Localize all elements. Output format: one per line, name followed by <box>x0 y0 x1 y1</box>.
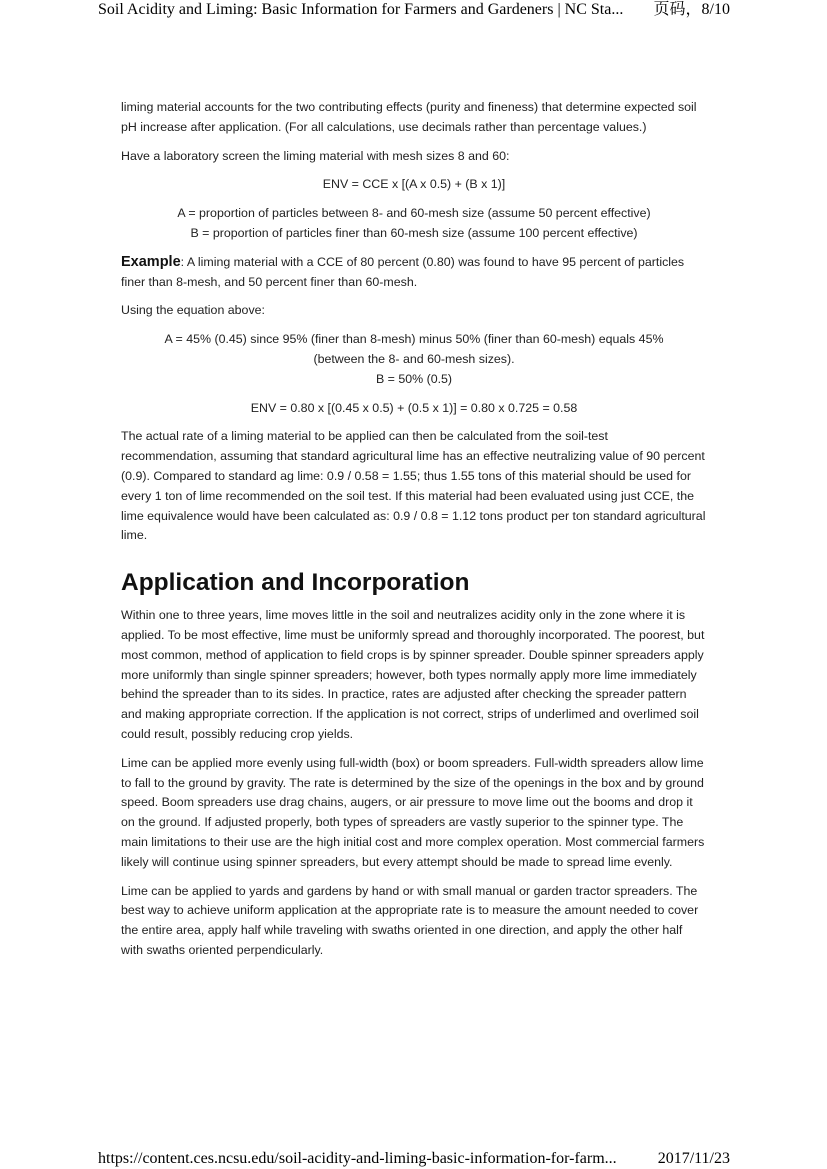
section-heading: Application and Incorporation <box>121 569 470 597</box>
calculation-b: B = 50% (0.5) <box>375 371 453 386</box>
equation-env-result: ENV = 0.80 x [(0.45 x 0.5) + (0.5 x 1)] = 0.80 x 0.725 = 0.58 <box>250 400 578 415</box>
definition-a: A = proportion of particles between 8- and 60-mesh size (assume 50 percent effective) <box>177 206 651 221</box>
paragraph-application-2: Lime can be applied more evenly using full-width (box) or boom spreaders. Full-width spreaders allow lime to fall to the ground by gravity. The rate is determined by the size of the openings in the box and by ground speed. Boom spreaders use drag chains, augers, or air pressure to move lime out the booms and drop it on the ground. If adjusted properly, both types of spreaders are vastly superior to the spinner type. The main limitations to their use are the high initial cost and more complex operation. Most commercial farmers likely will continue using spinner spreaders, but every attempt should be made to spread lime evenly. <box>121 755 705 869</box>
page-url: https://content.ces.ncsu.edu/soil-acidity-and-liming-basic-information-for-farm... <box>98 1150 617 1167</box>
paragraph-actual-rate: The actual rate of a liming material to be applied can then be calculated from the soil-test recommendation, assuming that standard agricultural lime has an effective neutralizing value of 90 percent (0.9). Compared to standard ag lime: 0.9 / 0.58 = 1.55; thus 1.55 tons of this material should be used for every 1 ton of lime recommended on the soil test. If this material had been evaluated using just CCE, the lime equivalence would have been calculated as: 0.9 / 0.8 = 1.12 tons product per ton standard agricultural lime. <box>121 429 706 543</box>
print-footer <box>98 1149 730 1169</box>
paragraph-env-intro: liming material accounts for the two contributing effects (purity and fineness) that determine expected soil pH increase after application. (For all calculations, use decimals rather than percentage values.) <box>121 100 697 134</box>
definition-b: B = proportion of particles finer than 60-mesh size (assume 100 percent effective) <box>190 225 638 240</box>
print-date: 2017/11/23 <box>654 1149 730 1169</box>
equation-env: ENV = CCE x [(A x 0.5) + (B x 1)] <box>322 177 506 192</box>
paragraph-using-equation: Using the equation above: <box>121 303 265 318</box>
paragraph-application-3: Lime can be applied to yards and gardens by hand or with small manual or garden tractor spreaders. The best way to achieve uniform application at the appropriate rate is to measure the amount needed to cover the entire area, apply half while traveling with swaths oriented in one direction, and apply the other half with swaths oriented perpendicularly. <box>121 883 699 957</box>
page-title: Soil Acidity and Liming: Basic Information for Farmers and Gardeners | NC Sta... <box>98 1 624 18</box>
calculation-a-line2: (between the 8- and 60-mesh sizes). <box>313 351 515 366</box>
calculation-a-line1: A = 45% (0.45) since 95% (finer than 8-mesh) minus 50% (finer than 60-mesh) equals 45% <box>164 332 664 347</box>
example-label: Example <box>121 253 181 270</box>
print-header <box>98 0 730 20</box>
page-number: 页码，8/10 <box>650 0 730 20</box>
paragraph-mesh-screen: Have a laboratory screen the liming material with mesh sizes 8 and 60: <box>121 148 510 163</box>
article-body <box>121 98 707 970</box>
example-text: : A liming material with a CCE of 80 percent (0.80) was found to have 95 percent of particles finer than 8-mesh, and 50 percent finer than 60-mesh. <box>121 254 685 289</box>
paragraph-application-1: Within one to three years, lime moves little in the soil and neutralizes acidity only in the zone where it is applied. To be most effective, lime must be uniformly spread and thoroughly incorporated. The poorest, but most common, method of application to field crops is by spinner spreader. Double spinner spreaders apply more uniformly than single spinner spreaders; however, both types normally apply more lime immediately behind the spreader than to its sides. In practice, rates are adjusted after checking the spreader pattern and making appropriate correction. If the application is not correct, strips of underlimed and overlimed soil could result, possibly reducing crop yields. <box>121 608 705 741</box>
paragraph-example <box>121 253 707 293</box>
